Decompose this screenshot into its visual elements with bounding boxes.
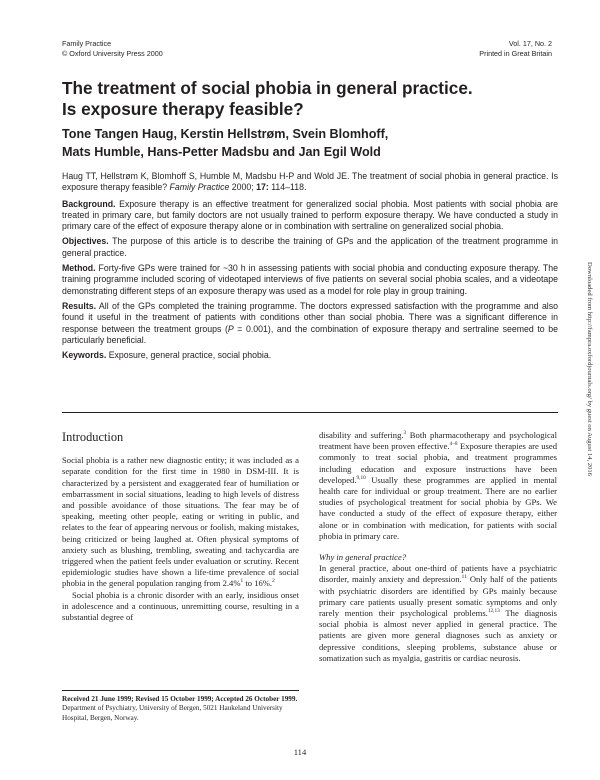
journal-name: Family Practice <box>62 39 112 48</box>
method-text: Forty-five GPs were trained for ~30 h in assessing patients with social phobia and conducting exposure therapy. The training programme included scoring of videotaped interviews of five patients on several social phobia scales, and a videotape demonstrating different steps of an exposure therapy was used as a model for role play in group training. <box>62 263 558 296</box>
results-label: Results. <box>62 300 97 311</box>
intro-p3-text-d: Usually these programmes are applied in mental health care for individual or group treatment. There are no earlier studies of psychological treatment for social phobia by GPs. We have conducted a study of the effect of exposure therapy, either alone or in combination with medication, for patients with social phobia in primary care. <box>319 474 557 541</box>
footnote-rule <box>62 690 299 691</box>
abstract <box>62 171 558 365</box>
citation-pages: 114–118. <box>271 182 307 193</box>
abstract-divider <box>62 412 558 413</box>
citation <box>62 171 558 194</box>
received-dates: Received 21 June 1999; Revised 15 October 1999; Accepted 26 October 1999. <box>62 695 298 703</box>
article-title <box>62 78 562 120</box>
introduction-heading: Introduction <box>62 430 124 444</box>
intro-p1-text-a: Social phobia is a rather new diagnostic entity; it was included as a separate condition for the first time in 1980 in DSM-III. It is characterized by a persistent and exaggerated fear of humiliation or embarrassment in social situations, leading to high levels of distress and possible avoidance of those situations. The fear may be of speaking, meeting other people, eating or writing in public, and relates to the fear of appearing nervous or foolish, making mistakes, being criticized or being laughed at. Often physical symptoms of anxiety such as blushing, trembling, sweating and tachycardia are triggered when the patient feels under evaluation or scrutiny. Recent epidemiologic studies have shown a life-time prevalence of social phobia in the general population ranging from 2.4% <box>62 455 299 589</box>
title-line-1: The treatment of social phobia in general practice. <box>62 78 473 98</box>
received-footnote <box>62 690 299 723</box>
results-p-symbol: P <box>227 323 234 334</box>
ref-3: 3 <box>403 430 407 437</box>
download-sidebar: Downloaded from http://fampra.oxfordjournals.org/ by guest on August 14, 2016 <box>586 262 593 476</box>
results-text-b: = 0.001), and the combination of exposure therapy and sertraline seemed to be particularly beneficial. <box>62 323 558 345</box>
background-text: Exposure therapy is an effective treatment for generalized social phobia. Most patients with social phobia are treated in primary care, but family doctors are not usually trained to perform exposure therapy. We have conducted a study in primary care of the effect of exposure therapy alone or in combination with sertraline on generalized social phobia. <box>62 198 558 232</box>
volume-issue: Vol. 17, No. 2 <box>508 39 552 48</box>
ref-11: 11 <box>461 574 467 581</box>
results-text-a: All of the GPs completed the training programme. The doctors expressed satisfaction with the programme and also found it useful in the treatment of patients with conditions other than social phobia. There was a significant difference in response between the treatment groups ( <box>62 300 558 334</box>
intro-p3-text-b: Both pharmacotherapy and psychological treatment have been proven effective. <box>319 430 557 452</box>
affiliation: Department of Psychiatry, University of Bergen, 5021 Haukeland University Hospital, Bergen, Norway. <box>62 704 283 722</box>
title-line-2: Is exposure therapy feasible? <box>62 99 304 119</box>
why-general-practice-heading: Why in general practice? <box>319 552 407 563</box>
authors-line-1: Tone Tangen Haug, Kerstin Hellstrøm, Svein Blomhoff, <box>62 127 389 141</box>
copyright-line: © Oxford University Press 2000 <box>62 48 163 58</box>
intro-paragraph-2-continued <box>319 430 557 542</box>
abstract-background <box>62 199 558 233</box>
objectives-text: The purpose of this article is to describe the training of GPs and the application of the treatment programme in general practice. <box>62 236 559 258</box>
keywords-label: Keywords. <box>62 350 107 361</box>
objectives-label: Objectives. <box>62 236 109 247</box>
background-label: Background. <box>62 198 116 209</box>
method-label: Method. <box>62 263 96 274</box>
abstract-keywords <box>62 350 558 361</box>
authors-line-2: Mats Humble, Hans-Petter Madsbu and Jan Egil Wold <box>62 145 381 159</box>
abstract-results <box>62 301 558 346</box>
citation-year: 2000; <box>231 182 254 193</box>
ref-9-10: 9,10 <box>356 474 366 481</box>
abstract-objectives <box>62 236 558 259</box>
citation-volume: 17: <box>256 182 269 193</box>
printed-location: Printed in Great Britain <box>479 48 552 58</box>
abstract-method <box>62 263 558 297</box>
page-number: 114 <box>293 747 307 757</box>
running-header-right <box>479 39 552 58</box>
keywords-text: Exposure, general practice, social phobia. <box>108 350 272 361</box>
intro-p1-text-b: to 16%. <box>243 578 273 589</box>
citation-text: Haug TT, Hellstrøm K, Blomhoff S, Humble M, Madsbu H-P and Wold JE. The treatment of social phobia in general practice. Is exposure therapy feasible? <box>62 171 558 193</box>
ref-4-8: 4–8 <box>449 441 458 448</box>
why-text-b: Only half of the patients with psychiatric disorders are identified by GPs mainly because primary care patients usually present somatic symptoms and only rarely mention their psychological problems. <box>319 574 557 619</box>
why-text-c: The diagnosis social phobia is almost never applied in general practice. The patients are given more general diagnoses such as anxiety or depressive conditions, sleeping problems, substance abuse or somatization such as myalgia, gastritis or cardiac neurosis. <box>319 608 557 663</box>
ref-1: 1 <box>240 578 244 585</box>
ref-2: 2 <box>272 578 275 585</box>
citation-journal: Family Practice <box>169 182 230 193</box>
ref-12-13: 12,13 <box>487 608 500 615</box>
intro-paragraph-2: Social phobia is a chronic disorder with an early, insidious onset in adolescence and a continuous, unremitting course, resulting in a substantial degree of <box>62 589 299 623</box>
body-column-right <box>319 430 557 664</box>
intro-paragraph-1 <box>62 455 299 589</box>
body-column-left <box>62 430 299 623</box>
running-header-left <box>62 39 163 58</box>
why-paragraph <box>319 563 557 664</box>
intro-p3-text-c: Exposure therapies are used commonly to treat social phobia, and treatment programmes including education and exposure instructions have been developed. <box>319 441 557 485</box>
author-list <box>62 125 552 161</box>
intro-p3-text-a: disability and suffering. <box>319 430 404 440</box>
why-text-a: In general practice, about one-third of patients have a psychiatric disorder, mainly anxiety and depression. <box>319 563 557 585</box>
